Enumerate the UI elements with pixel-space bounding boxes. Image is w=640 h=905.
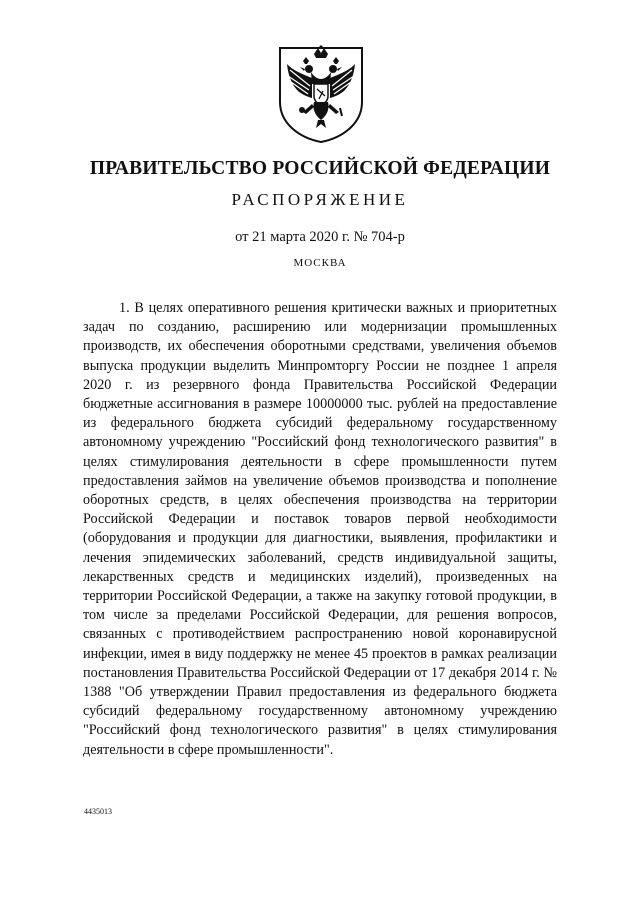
document-title: ПРАВИТЕЛЬСТВО РОССИЙСКОЙ ФЕДЕРАЦИИ: [89, 158, 551, 179]
russian-coat-of-arms-icon: [276, 44, 366, 144]
document-code: 4435013: [84, 807, 112, 816]
document-date-number: от 21 марта 2020 г. № 704-р: [235, 229, 405, 245]
document-city: МОСКВА: [293, 257, 347, 269]
body-paragraph: 1. В целях оперативного решения критически важных и приоритетных задач по созданию, расширению или модернизации промышленных производств, их обеспечения оборотными средствами, увеличения объемов выпуска продукции выделить Минпромторгу России не позднее 1 апреля 2020 г. из резервного фонда Правительства Российской Федерации бюджетные ассигнования в размере 10000000 тыс. рублей на предоставление из федерального бюджета субсидий федеральному государственному автономному учреждению "Российский фонд технологического развития" в целях стимулирования деятельности в сфере промышленности путем предоставления займов на увеличение объемов производства и пополнение оборотных средств, в целях обеспечения производства на территории Российской Федерации и поставок товаров первой необходимости (оборудования и продукции для диагностики, выявления, профилактики и лечения эпидемических заболеваний, средств индивидуальной защиты, лекарственных средств и медицинских изделий), произведенных на территории Российской Федерации, а также на закупку готовой продукции, в том числе за пределами Российской Федерации, для решения вопросов, связанных с противодействием распространению новой коронавирусной инфекции, имея в виду поддержку не менее 45 проектов в рамках реализации постановления Правительства Российской Федерации от 17 декабря 2014 г. № 1388 "Об утверждении Правил предоставления из федерального бюджета субсидий федеральному государственному автономному учреждению "Российский фонд технологического развития" в целях стимулирования деятельности в сфере промышленности".: [83, 300, 557, 758]
document-type: РАСПОРЯЖЕНИЕ: [231, 190, 409, 209]
